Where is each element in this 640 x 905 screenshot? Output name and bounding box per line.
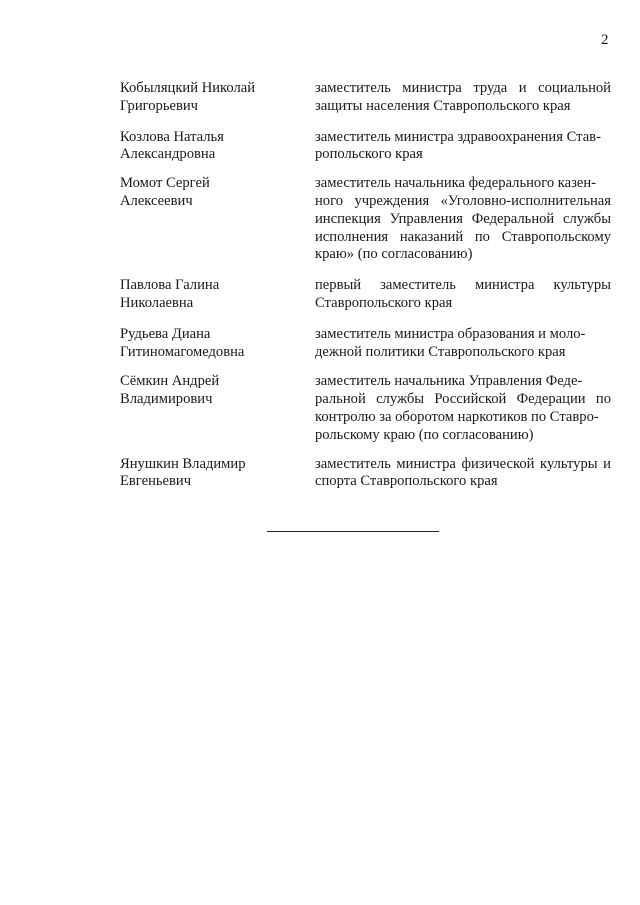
member-position: заместитель министра здравоохранения Став- ропольского края bbox=[315, 128, 601, 163]
member-position: первый заместитель министра культуры Ставропольского края bbox=[315, 277, 611, 311]
member-name: Рудьева Диана Гитиномагомедовна bbox=[120, 325, 245, 360]
member-row bbox=[0, 326, 640, 362]
member-row bbox=[0, 129, 640, 165]
member-row bbox=[0, 456, 640, 492]
member-name: Сёмкин Андрей Владимирович bbox=[120, 373, 220, 408]
member-row bbox=[0, 277, 640, 313]
member-position: заместитель начальника федерального казен- ного учреждения «Уголовно-исполнительная инспекция Управления Федеральной службы исполнения наказаний по Ставропольскому краю» (по согласованию) bbox=[315, 175, 611, 263]
member-name: Кобыляцкий Николай Григорьевич bbox=[120, 80, 256, 114]
closing-rule bbox=[267, 531, 439, 532]
member-row bbox=[0, 373, 640, 444]
member-name: Янушкин Владимир Евгеньевич bbox=[120, 455, 246, 490]
member-position: заместитель министра физической культуры и спорта Ставропольского края bbox=[315, 455, 611, 490]
member-list bbox=[0, 80, 640, 491]
member-row bbox=[0, 80, 640, 116]
member-name: Павлова Галина Николаевна bbox=[120, 277, 220, 311]
member-position: заместитель министра труда и социальной защиты населения Ставропольского края bbox=[315, 80, 611, 114]
member-row bbox=[0, 175, 640, 264]
page-number: 2 bbox=[601, 32, 609, 48]
member-name: Козлова Наталья Александровна bbox=[120, 128, 224, 163]
member-position: заместитель начальника Управления Феде- ральной службы Российской Федерации по контролю за оборотом наркотиков по Ставро- pольскому краю (по согласованию) bbox=[315, 373, 611, 443]
member-position: заместитель министра образования и моло- дежной политики Ставропольского края bbox=[315, 325, 586, 360]
member-name: Момот Сергей Алексеевич bbox=[120, 175, 210, 209]
